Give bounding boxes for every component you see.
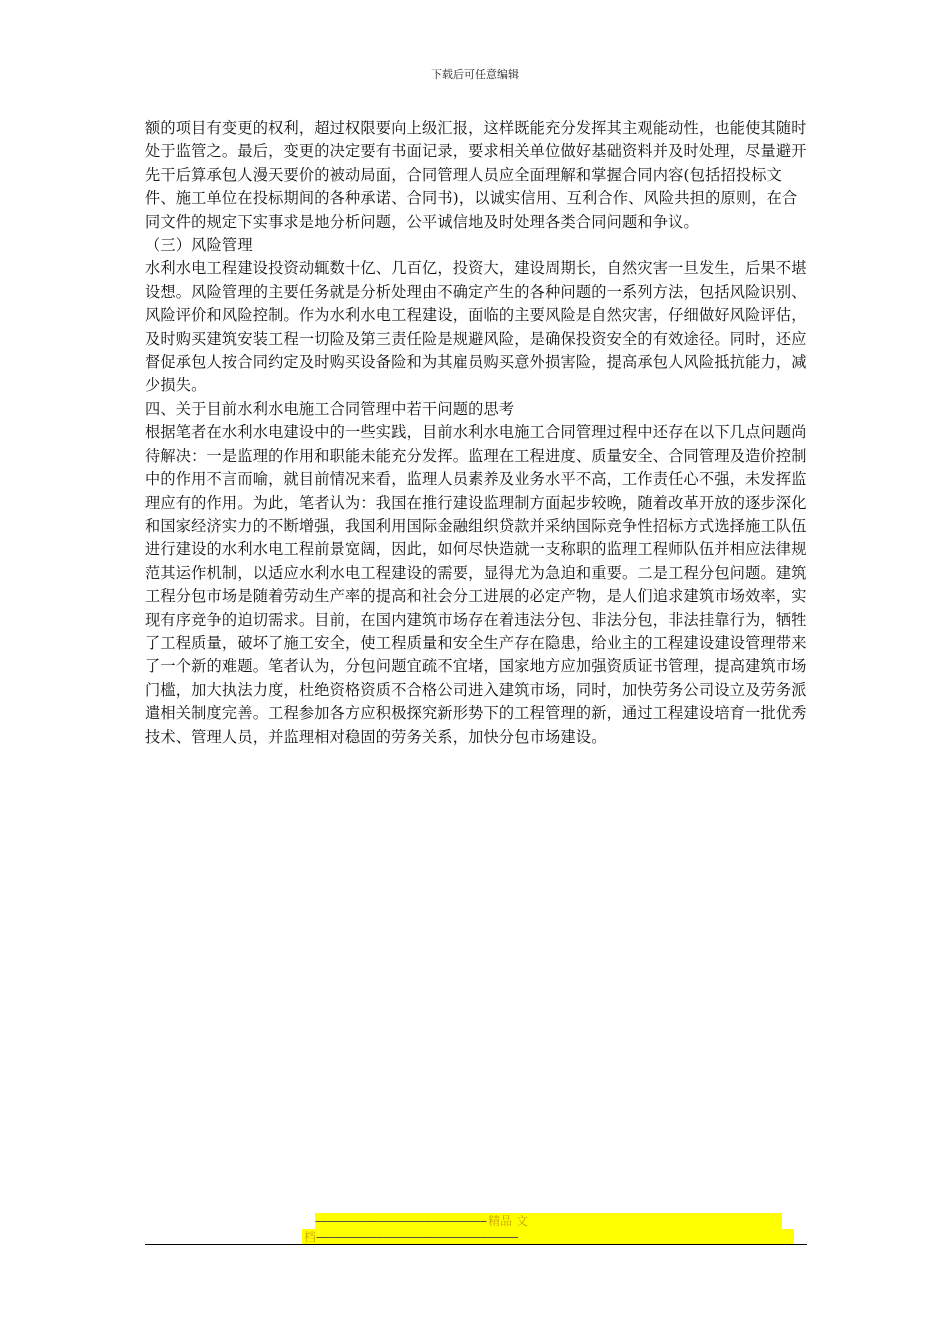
footer-divider — [145, 1244, 807, 1245]
heading-section-four: 四、关于目前水利水电施工合同管理中若干问题的思考 — [145, 399, 515, 418]
heading-risk-management: （三）风险管理 — [145, 236, 253, 255]
footer-line-2 — [302, 1229, 794, 1245]
footer-label-1: 精品 文 — [488, 1214, 528, 1228]
paragraph-contract-changes: 额的项目有变更的权利，超过权限要向上级汇报，这样既能充分发挥其主观能动性，也能使其随时处于监管之。最后，变更的决定要有书面记录，要求相关单位做好基础资料并及时处理，尽量避开先干后算承包人漫天要价的被动局面，合同管理人员应全面理解和掌握合同内容(包括招投标文件、施工单位在投标期间的各种承诺、合同书)，以诚实信用、互利合作、风险共担的原则，在合同文件的规定下实事求是地分析问题，公平诚信地及时处理各类合同问题和争议。 — [145, 119, 807, 231]
paragraph-section-four: 根据笔者在水利水电建设中的一些实践，目前水利水电施工合同管理过程中还存在以下几点问题尚待解决：一是监理的作用和职能未能充分发挥。监理在工程进度、质量安全、合同管理及造价控制中的作用不言而喻，就目前情况来看，监理人员素养及业务水平不高，工作责任心不强，未发挥监理应有的作用。为此，笔者认为：我国在推行建设监理制方面起步较晚，随着改革开放的逐步深化和国家经济实力的不断增强，我国利用国际金融组织贷款并采纳国际竞争性招标方式选择施工队伍进行建设的水利水电工程前景宽阔，因此，如何尽快造就一支称职的监理工程师队伍并相应法律规范其运作机制，以适应水利水电工程建设的需要，显得尤为急迫和重要。二是工程分包问题。建筑工程分包市场是随着劳动生产率的提高和社会分工进展的必定产物，是人们追求建筑市场效率，实现有序竞争的迫切需求。目前，在国内建筑市场存在着违法分包、非法分包，非法挂靠行为，牺牲了工程质量，破坏了施工安全，使工程质量和安全生产存在隐患，给业主的工程建设建设管理带来了一个新的难题。笔者认为，分包问题宜疏不宜堵，国家地方应加强资质证书管理，提高建筑市场门槛，加大执法力度，杜绝资格资质不合格公司进入建筑市场，同时，加快劳务公司设立及劳务派遣相关制度完善。工程参加各方应积极探究新形势下的工程管理的新，通过工程建设培育一批优秀技术、管理人员，并监理相对稳固的劳务关系，加快分包市场建设。 — [145, 423, 807, 746]
document-body — [145, 117, 807, 749]
footer-line-1 — [315, 1213, 782, 1229]
paragraph-risk-management: 水利水电工程建设投资动辄数十亿、几百亿，投资大，建设周期长，自然灾害一旦发生，后果不堪设想。风险管理的主要任务就是分析处理由不确定产生的各种问题的一系列方法，包括风险识别、风险评价和风险控制。作为水利水电工程建设，面临的主要风险是自然灾害，仔细做好风险评估，及时购买建筑安装工程一切险及第三责任险是规避风险，是确保投资安全的有效途径。同时，还应督促承包人按合同约定及时购买设备险和为其雇员购买意外损害险，提高承包人风险抵抗能力，减少损失。 — [145, 259, 807, 395]
page-header-note: 下载后可任意编辑 — [431, 68, 519, 81]
footer-dashes-2: ------------------------------------------------------------------ — [316, 1230, 518, 1244]
footer-dashes-1: -------------------------------------------------------- — [315, 1214, 487, 1228]
footer-label-2: 档 — [304, 1230, 317, 1244]
